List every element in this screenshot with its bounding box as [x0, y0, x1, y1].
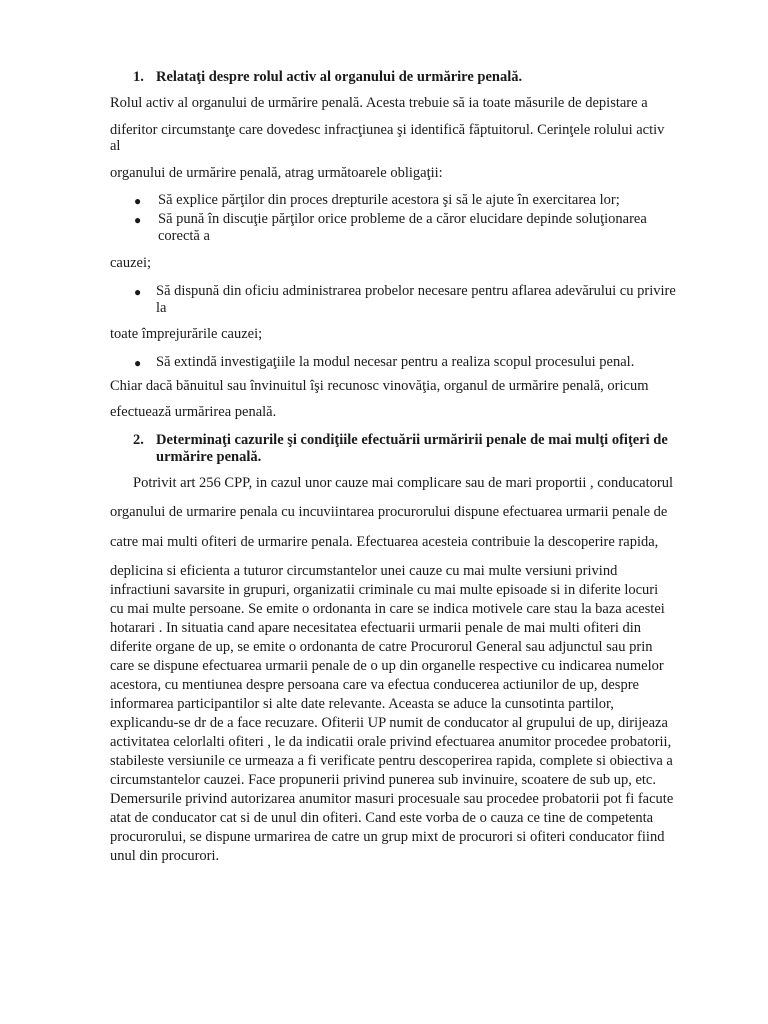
bullet-icon: ● — [134, 356, 142, 370]
bullet-item-continuation: corectă a — [158, 228, 210, 244]
section1-closing-line: Chiar dacă bănuitul sau învinuitul îşi recunosc vinovăţia, organul de urmărire penală, oricum — [110, 378, 649, 394]
section1-closing-line: efectuează urmărirea penală. — [110, 404, 277, 420]
section1-intro-line: al — [110, 138, 121, 154]
section1-intro-line: Rolul activ al organului de urmărire penală. Acesta trebuie să ia toate măsurile de depistare a — [110, 95, 648, 111]
section2-body-line: atat de conducator cat si de unul din ofiteri. Cand este vorba de o cauza ce tine de competenta — [110, 810, 654, 826]
bullet-item: Să extindă investigaţiile la modul necesar pentru a realiza scopul procesului penal. — [156, 354, 635, 370]
section2-body-line: diferite organe de up, se emite o ordonanta de catre Procurorul General sau adjunctul sau prin — [110, 639, 653, 655]
section2-body-line: explicandu-se dr de a face recuzare. Ofiterii UP numit de conducator al grupului de up, dirijeaza — [110, 715, 668, 731]
section2-body-line: informarea participantilor si alte date relevante. Aceasta se aduce la cunsotinta partilor, — [110, 696, 614, 712]
section2-body-line: catre mai multi ofiteri de urmarire penala. Efectuarea acesteia contribuie la descoperire rapida, — [110, 534, 659, 550]
bullet-item: Să dispună din oficiu administrarea probelor necesare pentru aflarea adevărului cu privire — [156, 283, 676, 299]
section2-body-line: circumstantelor cauzei. Face propunerii privind punerea sub invinuire, scoatere de sub up, etc. — [110, 772, 656, 788]
section2-body-line: Potrivit art 256 CPP, in cazul unor cauze mai complicare sau de mari proportii , conducatorul — [133, 475, 673, 491]
section2-heading-line: Determinaţi cazurile şi condiţiile efectuării urmăririi penale de mai mulţi ofiţeri de — [156, 432, 668, 448]
bullet-item-continuation: la — [156, 300, 167, 316]
section2-body-line: unul din procurori. — [110, 848, 220, 864]
section2-heading-line: urmărire penală. — [156, 449, 262, 465]
section2-body-line: care se dispune efectuarea urmarii penale de o up din organelle respective cu indicarea numelor — [110, 658, 664, 674]
section2-body-line: Demersurile privind autorizarea anumitor masuri procesuale sau procedee probatorii pot fi facute — [110, 791, 674, 807]
section2-body-line: cu mai multe persoane. Se emite o ordonanta in care se indica motivele care stau la baza acestei — [110, 601, 665, 617]
section2-body-line: deplicina si eficienta a tuturor circumstantelor unei cauze cu mai multe versiuni privind — [110, 563, 618, 579]
bullet-icon: ● — [134, 213, 142, 227]
section2-body-line: stabileste versiunile ce urmeaza a fi verificate pentru descoperirea rapida, complete si obiectiva a — [110, 753, 673, 769]
section1-intro-line: organului de urmărire penală, atrag următoarele obligaţii: — [110, 165, 443, 181]
section1-intro-line: diferitor circumstanţe care dovedesc infracţiunea şi identifică făptuitorul. Cerinţele rolului activ — [110, 122, 665, 138]
section2-body-line: procurorului, se dispune urmarirea de catre un grup mixt de procurori si ofiteri conducator fiind — [110, 829, 665, 845]
bullet-item-continuation: toate împrejurările cauzei; — [110, 326, 263, 342]
bullet-item: Să explice părţilor din proces drepturile acestora şi să le ajute în exercitarea lor; — [158, 192, 620, 208]
bullet-item: Să pună în discuţie părţilor orice probleme de a căror elucidare depinde soluţionarea — [158, 211, 647, 227]
section2-body-line: infractiuni savarsite in grupuri, organizatii criminale cu mai multe episoade si in diferite locuri — [110, 582, 659, 598]
section2-body-line: hotarari . In situatia cand apare necesitatea efectuarii urmarii penale de mai multi ofiteri din — [110, 620, 642, 636]
section1-heading: Relataţi despre rolul activ al organului de urmărire penală. — [156, 69, 523, 85]
section2-number: 2. — [133, 432, 144, 448]
bullet-icon: ● — [134, 194, 142, 208]
bullet-item-continuation: cauzei; — [110, 255, 152, 271]
section2-body-line: acestora, cu mentiunea despre persoana care va efectua conducerea actiunilor de up, despre — [110, 677, 639, 693]
bullet-icon: ● — [134, 285, 142, 299]
section2-body-line: activitatea celorlalti ofiteri , le da indicatii orale privind efectuarea anumitor procedee probatorii, — [110, 734, 672, 750]
section2-body-line: organului de urmarire penala cu incuviintarea procurorului dispune efectuarea urmarii penale de — [110, 504, 668, 520]
section1-number: 1. — [133, 69, 144, 85]
